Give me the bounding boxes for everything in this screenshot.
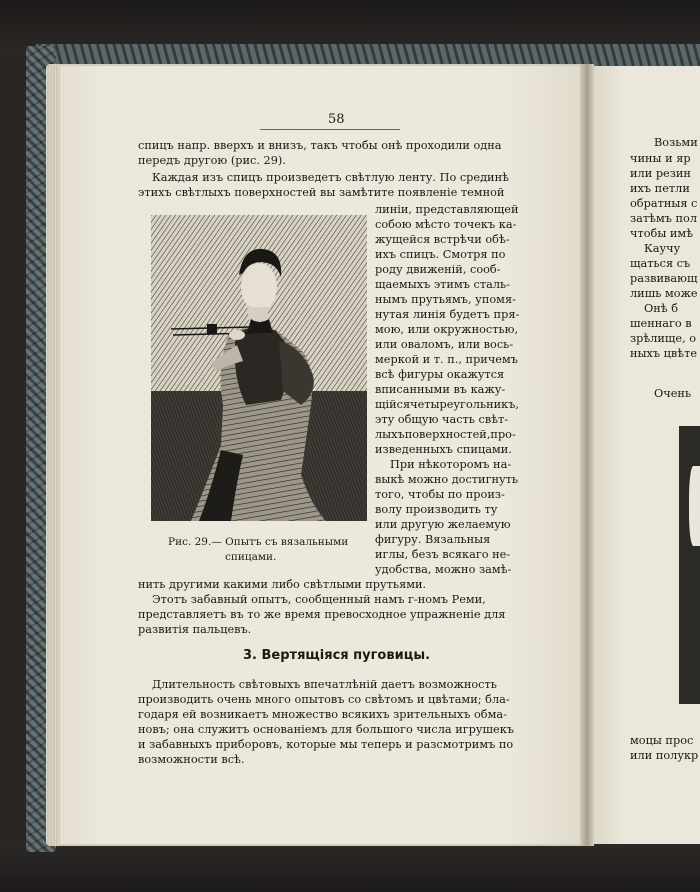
wrap-line: нымъ прутьямъ, упомя-	[375, 293, 516, 306]
body-line: передъ другою (рис. 29).	[138, 154, 286, 167]
right-page-line: или полукр	[630, 749, 699, 762]
figure-caption: спицами.	[225, 551, 277, 563]
wrap-line: эту общую часть свѣт-	[375, 413, 509, 426]
right-page-line: моцы прос	[630, 734, 694, 747]
right-page-line: шеннаго в	[630, 317, 692, 330]
wrap-line: мою, или окружностью,	[375, 323, 519, 336]
body-line: производить очень много опытовъ со свѣтомъ и цвѣтами; бла-	[138, 693, 510, 706]
page-number: 58	[328, 112, 345, 127]
right-page-line: или резин	[630, 167, 691, 180]
body-line: Каждая изъ спицъ произведетъ свѣтлую ленту. По срединѣ	[152, 171, 509, 184]
engraving-woman-knitting-needles	[151, 215, 367, 521]
wrap-line: или оваломъ, или вось-	[375, 338, 514, 351]
wrap-line: иглы, безъ всякаго не-	[375, 548, 511, 561]
body-line: спицъ напр. вверхъ и внизъ, такъ чтобы онѣ проходили одна	[138, 139, 502, 152]
right-page-line: обратныя с	[630, 197, 698, 210]
wrap-line: ихъ спицъ. Смотря по	[375, 248, 506, 261]
right-page-figure-highlight	[689, 466, 700, 546]
body-line: возможности всѣ.	[138, 753, 245, 766]
right-page-line: зрѣлище, о	[630, 332, 697, 345]
wrap-line: При нѣкоторомъ на-	[390, 458, 512, 471]
right-page-line: Каучу	[644, 242, 681, 255]
wrap-line: щаемыхъ этимъ сталь-	[375, 278, 510, 291]
body-line: новъ; она служитъ основаніемъ для большого числа игрушекъ	[138, 723, 514, 736]
right-page-line: чины и яр	[630, 152, 691, 165]
body-line: годаря ей возникаетъ множество всякихъ зрительныхъ обма-	[138, 708, 507, 721]
scan-background-bottom	[0, 845, 700, 892]
right-page-line: чтобы имѣ	[630, 227, 694, 240]
right-page-line: ихъ петли	[630, 182, 690, 195]
body-line: и забавныхъ приборовъ, которые мы теперь и разсмотримъ по	[138, 738, 514, 751]
book-gutter	[580, 64, 594, 846]
wrap-line: фигуру. Вязальныя	[375, 533, 491, 546]
wrap-line: меркой и т. п., причемъ	[375, 353, 518, 366]
wrap-line: жущейся встрѣчи обѣ-	[375, 233, 510, 246]
wrap-line: того, чтобы по произ-	[375, 488, 505, 501]
wrap-line: лыхъповерхностей,про-	[375, 428, 516, 441]
wrap-line: вписанными въ кажу-	[375, 383, 506, 396]
body-line: представляетъ въ то же время превосходное упражненіе для	[138, 608, 506, 621]
wrap-line: щійсячетыреугольникъ,	[375, 398, 520, 411]
wrap-line: роду движеній, сооб-	[375, 263, 501, 276]
page-number-rule	[260, 129, 400, 130]
left-page	[60, 66, 580, 844]
wrap-line: нутая линія будетъ пря-	[375, 308, 520, 321]
right-page-line: Очень	[654, 387, 692, 400]
wrap-line: выкѣ можно достигнуть	[375, 473, 519, 486]
wrap-line: линіи, представляющей	[375, 203, 519, 216]
section-heading: 3. Вертящіяся пуговицы.	[243, 648, 431, 663]
right-page-line: ныхъ цвѣте	[630, 347, 698, 360]
wrap-line: всѣ фигуры окажутся	[375, 368, 505, 381]
right-page-line: Онѣ б	[644, 302, 678, 315]
right-page	[594, 66, 700, 844]
right-page-line: затѣмъ пол	[630, 212, 698, 225]
figure-caption: Рис. 29.— Опытъ съ вязальными	[168, 536, 349, 548]
wrap-line: собою мѣсто точекъ ка-	[375, 218, 517, 231]
wrap-line: волу производить ту	[375, 503, 498, 516]
wrap-line: или другую желаемую	[375, 518, 511, 531]
body-line: Этотъ забавный опытъ, сообщенный намъ г-номъ Реми,	[152, 593, 486, 606]
body-line: этихъ свѣтлыхъ поверхностей вы замѣтите появленіе темной	[138, 186, 505, 199]
right-page-line: Возьми	[654, 136, 698, 149]
body-line: Длительность свѣтовыхъ впечатлѣній даетъ возможность	[152, 678, 497, 691]
right-page-line: лишь може	[630, 287, 698, 300]
wrap-line: удобства, можно замѣ-	[375, 563, 512, 576]
right-page-line: развивающ	[630, 272, 698, 285]
wrap-line: изведенныхъ спицами.	[375, 443, 512, 456]
body-line: нить другими какими либо свѣтлыми прутьями.	[138, 578, 427, 591]
right-page-line: щаться съ	[630, 257, 691, 270]
body-line: развитія пальцевъ.	[138, 623, 252, 636]
figure-29-illustration	[151, 215, 367, 521]
